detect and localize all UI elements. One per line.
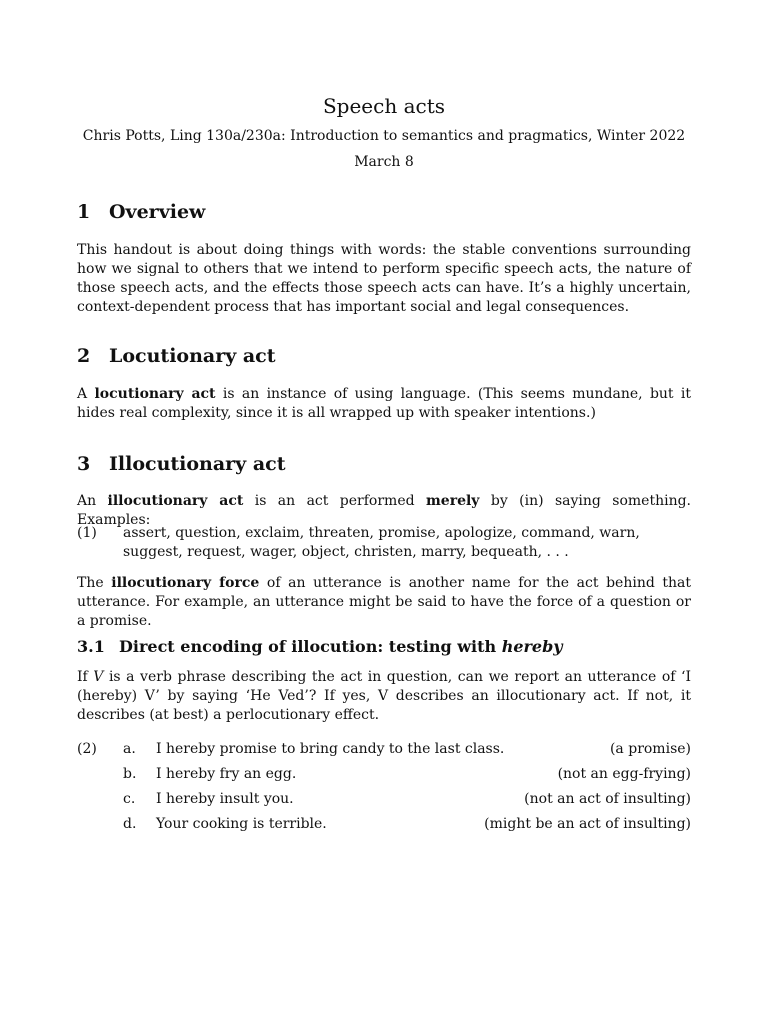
example-2-text: Your cooking is terrible. xyxy=(156,816,327,832)
section-3-1-title-emphasis: hereby xyxy=(501,637,563,656)
example-2-row xyxy=(77,741,691,761)
text-run: is an instance of using language. (This seems mundane, but it hides real complexity, since it is all wrapped up with speaker intentions.) xyxy=(77,386,691,421)
document-title: Speech acts xyxy=(322,94,446,118)
example-2-number: (2) xyxy=(77,741,97,757)
term-illocutionary-force: illocutionary force xyxy=(111,575,260,591)
section-2-title: Locutionary act xyxy=(109,345,276,367)
text-run: is a verb phrase describing the act in question, can we report an utterance of ‘I (hereby) V’ by saying ‘He Ved’? If yes, V describes an illocutionary act. If not, it describes (at best) a perlocutionary effect. xyxy=(77,669,691,723)
section-3-1-number: 3.1 xyxy=(77,637,105,656)
section-3-paragraph-2 xyxy=(77,574,691,631)
text-run: A xyxy=(77,386,95,402)
text-run: is an act performed xyxy=(243,493,426,509)
example-2-gloss: (not an act of insulting) xyxy=(524,791,691,807)
text-run: by (in) saying something. Examples: xyxy=(77,493,691,528)
example-2-row xyxy=(77,766,691,786)
example-1-text: assert, question, exclaim, threaten, promise, apologize, command, warn, suggest, request, wager, object, christen, marry, bequeath, . . . xyxy=(123,525,640,560)
example-2-gloss: (might be an act of insulting) xyxy=(484,816,691,832)
example-2-label: c. xyxy=(123,791,136,807)
section-2-number: 2 xyxy=(77,345,91,367)
section-3-title: Illocutionary act xyxy=(109,453,286,475)
section-1-heading xyxy=(77,201,205,223)
section-3-1-heading xyxy=(77,637,563,656)
variable-v: V xyxy=(93,669,104,685)
example-2-text: I hereby insult you. xyxy=(156,791,294,807)
section-1-number: 1 xyxy=(77,201,91,223)
example-2-label: d. xyxy=(123,816,137,832)
section-3-1-title: Direct encoding of illocution: testing with xyxy=(119,637,502,656)
section-1-paragraph: This handout is about doing things with words: the stable conventions surrounding how we signal to others that we intend to perform specific speech acts, the nature of those speech acts, and the effects those speech acts can have. It’s a highly uncertain, context-dependent process that has important social and legal consequences. xyxy=(77,242,691,315)
example-2-label: a. xyxy=(123,741,136,757)
example-2-row xyxy=(77,816,691,836)
example-2-text: I hereby fry an egg. xyxy=(156,766,297,782)
term-illocutionary-act: illocutionary act xyxy=(107,493,244,509)
example-2-row xyxy=(77,791,691,811)
section-2-heading xyxy=(77,345,276,367)
example-2-gloss: (a promise) xyxy=(609,741,691,757)
text-run: An xyxy=(77,493,108,509)
author-line: Chris Potts, Ling 130a/230a: Introduction to semantics and pragmatics, Winter 2022 xyxy=(82,128,686,144)
example-1 xyxy=(77,524,691,564)
section-2-paragraph xyxy=(77,385,691,423)
section-3-number: 3 xyxy=(77,453,91,475)
text-run: If xyxy=(77,669,94,685)
section-3-heading xyxy=(77,453,286,475)
section-3-1-paragraph xyxy=(77,668,691,725)
example-2-gloss: (not an egg-frying) xyxy=(557,766,691,782)
term-locutionary-act: locutionary act xyxy=(94,386,216,402)
term-merely: merely xyxy=(425,493,480,509)
example-1-number: (1) xyxy=(77,525,97,541)
document-date: March 8 xyxy=(354,154,414,170)
section-1-title: Overview xyxy=(109,201,206,223)
example-2-text: I hereby promise to bring candy to the last class. xyxy=(156,741,505,757)
example-2-label: b. xyxy=(123,766,137,782)
text-run: The xyxy=(77,575,112,591)
text-run: of an utterance is another name for the act behind that utterance. For example, an utterance might be said to have the force of a question or a promise. xyxy=(77,575,692,629)
